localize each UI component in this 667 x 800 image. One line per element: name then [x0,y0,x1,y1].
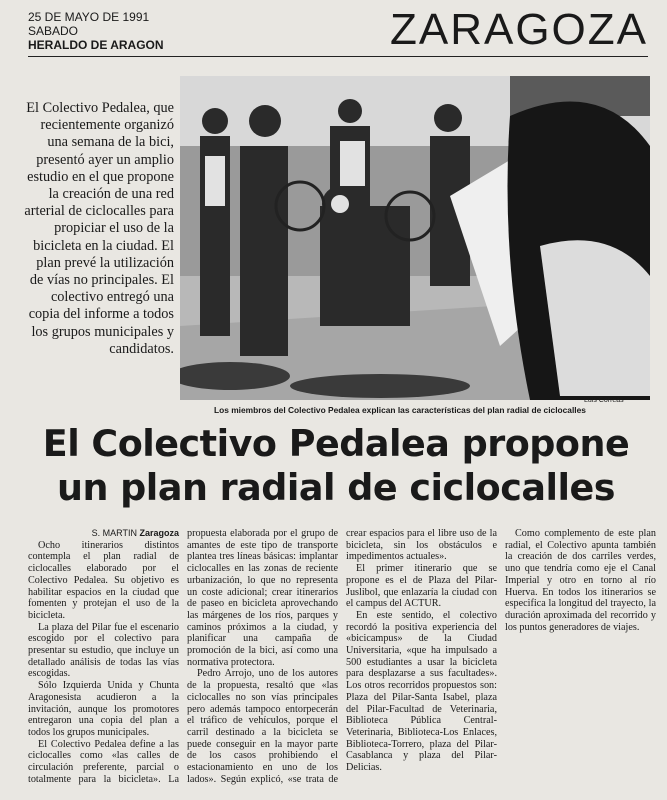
photo-credit: Luis Correas [584,397,624,404]
newspaper-name: HERALDO DE ARAGON [28,38,164,52]
article-paragraph: Ocho itinerarios distintos contempla el plan radial de ciclocalles elaborado por el Colectivo Pedalea. Su objetivo es habilitar espacios en la ciudad que fomenten y protejan el uso de la bicicleta. [28,539,179,621]
publication-date: 25 DE MAYO DE 1991 [28,10,150,24]
photo-caption: Los miembros del Colectivo Pedalea explican las características del plan radial de ciclocalles [214,405,586,415]
masthead-rule [28,56,648,57]
byline-author: S. MARTIN [91,528,137,538]
lede-summary: El Colectivo Pedalea, que recientemente organizó una semana de la bici, presentó ayer un amplio estudio en el que propone la creación de una red arterial de ciclocalles para propiciar el uso de la bicicleta en la ciudad. El plan prevé la utilización de vías no principales. El colectivo entregó una copia del informe a todos los grupos municipales y candidatos. [24,100,174,357]
article-paragraph: Pedro Arrojo, uno de los autores de la propuesta, resaltó que «las ciclocalles no son vías principales pero además tampoco entorpecerán el tráfico de vehículos, porque el carril destinado a la bicicleta se puede conseguir en la mayor parte de los casos prohibiendo el estacionamiento en uno de los lados». Según explicó, «se trata de crear espacios para el libre uso de la bicicleta, sin los obstáculos e impedimentos actuales». [187,528,497,785]
byline [28,528,179,540]
publication-day: SABADO [28,24,79,38]
headline [30,422,642,510]
section-title: ZARAGOZA [389,5,648,54]
article-paragraph: Sólo Izquierda Unida y Chunta Aragonesista acudieron a la invitación, aunque los promotores entregaron una copia del plan a todos los grupos municipales. [28,680,179,738]
headline-line-1: El Colectivo Pedalea propone [42,422,630,465]
byline-place: Zaragoza [139,528,179,538]
article-paragraph: En este sentido, el colectivo recordó la positiva experiencia del «bicicampus» de la Ciudad Universitaria, «que ha impulsado a 500 estudiantes a usar la bicicleta para desplazarse a sus facultades». Los otros recorridos propuestos son: Plaza del Pilar-Santa Isabel, plaza del Pilar-Facultad de Veterinaria, Biblioteca Pública Central-Veterinaria, Biblioteca-Los Enlaces, Biblioteca-Torrero, plaza del Pilar-Casablanca y plaza del Pilar-Delicias. [346,609,497,774]
masthead [28,6,648,68]
group-photo-illustration [180,76,650,400]
headline-line-2: un plan radial de ciclocalles [57,466,615,509]
article-paragraph: La plaza del Pilar fue el escenario escogido por el colectivo para presentar su estudio, que incluye un detallado análisis de todas las vías escogidas. [28,621,179,680]
article-paragraph: El Colectivo Pedalea define a las ciclocalles como «las calles de circulación preferente, parcial o totalmente para la bicicleta». La propuesta elaborada por el grupo de amantes de este tipo de transporte plantea tres líneas básicas: implantar ciclocalles en las zonas de reciente urbanización, lo que no representa un coste adicional; crear itinerarios de paseo en bicicleta aprovechando las márgenes de los ríos, parques y caminos próximos a la ciudad, y planificar una campaña de promoción de la bici, así como una normativa protectora. [28,528,338,785]
news-photo [180,76,650,400]
article-paragraph: El primer itinerario que se propone es el de Plaza del Pilar-Juslibol, que enlazaría la ciudad con el campus del ACTUR. [346,563,497,610]
article-body [28,528,656,788]
article-paragraph: Como complemento de este plan radial, el Colectivo apunta también la creación de dos carriles verdes, uno que tendría como eje el Canal Imperial y otro en torno al río Huerva. En todos los itinerarios se especifica la longitud del trayecto, la duración aproximada del recorrido y los puntos generadores de viajes. [505,528,656,633]
